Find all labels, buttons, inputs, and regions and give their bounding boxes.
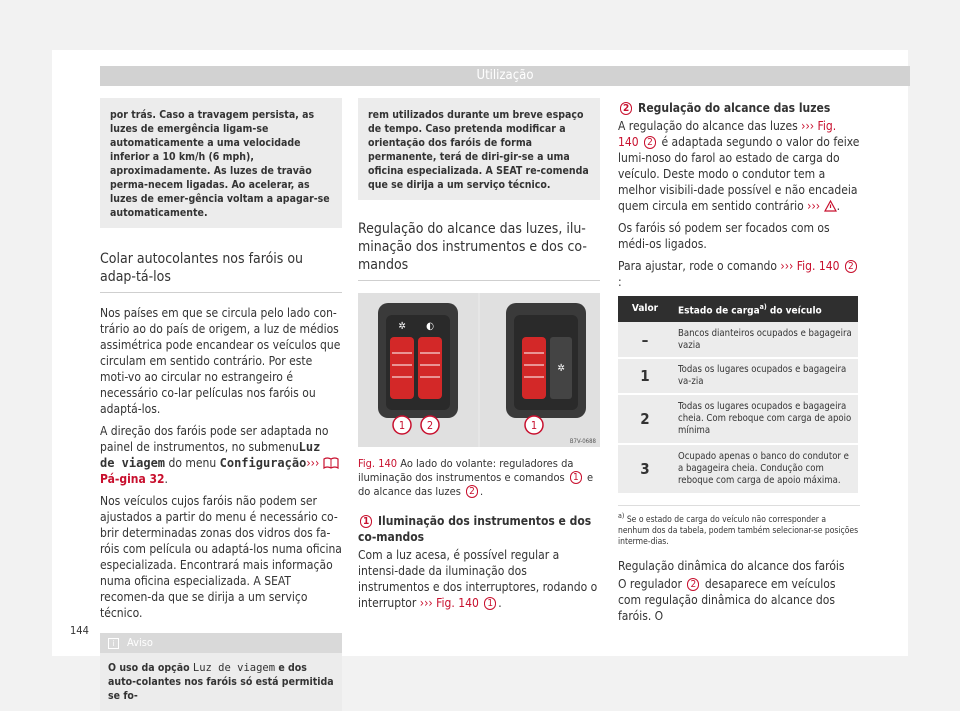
column-3 xyxy=(618,100,860,630)
table-row: 1 Todas os lugares ocupados e bagageira va-zia xyxy=(618,358,858,394)
aviso-header: i Aviso xyxy=(100,633,342,653)
load-table xyxy=(618,296,858,495)
subheading-alcance: 2 Regulação do alcance das luzes xyxy=(618,100,860,116)
callout-1: 1 xyxy=(398,419,406,432)
paragraph: O regulador 2 desaparece em veículos com regulação dinâmica do alcance dos faróis. O xyxy=(618,577,836,624)
paragraph: Os faróis só podem ser focados com os médi-os ligados. xyxy=(618,221,830,251)
menu-code-config: Configuração xyxy=(219,456,307,470)
figure-caption: Fig. 140 Ao lado do volante: reguladores da iluminação dos instrumentos e comandos 1 e do alcance das luzes 2 . xyxy=(358,457,594,498)
aviso-box xyxy=(100,633,342,711)
headlight-icon: ◐ xyxy=(426,321,434,332)
paragraph: Nos veículos cujos faróis não podem ser ajustados a partir do menu é necessário co-brir determinadas zonas dos vidros dos fa-róis com película ou adaptá-los numa oficina especializada. Encontrará mais informação numa oficina especializada. A SEAT recomen-da que se dirija a um serviço técnico. xyxy=(100,494,342,620)
fig-link[interactable]: ››› Fig. 140 xyxy=(618,119,837,149)
footnote: $^{a)}$ Se o estado de carga do veículo não corresponder a nenhum dos da tabela, podem também selecionar-se posições interme-dias. xyxy=(618,505,860,548)
warning-icon xyxy=(824,200,837,212)
paragraph-menu: A direção dos faróis pode ser adaptada no painel de instrumentos, no submenuLuz de viagem do menu Configuração››› Pá-gina 32. xyxy=(100,423,342,487)
page-link[interactable]: Pá-gina 32 xyxy=(100,472,165,486)
heading-regulacao: Regulação do alcance das luzes, ilu-minação dos instrumentos e dos co-mandos xyxy=(358,220,600,281)
manual-page xyxy=(52,50,908,702)
table-header: Valor xyxy=(618,296,672,322)
section-header: Utilização xyxy=(100,66,910,86)
table-row: – Bancos dianteiros ocupados e bagageira vazia xyxy=(618,322,858,358)
subheading-iluminacao: 1 Iluminação dos instrumentos e dos co-mandos xyxy=(358,514,592,544)
table-header-row xyxy=(618,296,858,322)
paragraph: Para ajustar, rode o comando ››› Fig. 140 2: xyxy=(618,258,860,290)
svg-text:✲: ✲ xyxy=(557,363,565,374)
column-1 xyxy=(100,98,342,711)
continued-note: por trás. Caso a travagem persista, as luzes de emergência ligam-se automaticamente a uma velocidade inferior a 10 km/h (6 mph), aproximadamente. As luzes de travão perma-necem ligadas. Ao acelerar, as luzes de emer-gência voltam a apagar-se automaticamente. xyxy=(100,98,342,228)
table-row: 3 Ocupado apenas o banco do condutor e a bagageira cheia. Condução com reboque com carga de apoio máxima. xyxy=(618,444,858,494)
fig-link[interactable]: ››› Fig. 140 xyxy=(419,596,479,610)
figure-illustration xyxy=(358,293,600,447)
figure-140 xyxy=(358,293,600,447)
heading-autocolantes: Colar autocolantes nos faróis ou adap-tá-los xyxy=(100,250,342,293)
table-header: Estado de carga$^{a)}$ do veículo xyxy=(672,296,858,322)
paragraph: Nos países em que se circula pelo lado con-trário ao do país de origem, a luz de médios assimétrica pode encandear os veículos que circulam em sentido contrário. Por este moti-vo ao circular no estrangeiro é necessário co-lar películas nos faróis ou adaptá-los. xyxy=(100,306,341,416)
aviso-text: O uso da opção Luz de viagem e dos auto-colantes nos faróis só está permitida se fo- xyxy=(108,662,334,702)
info-icon: i xyxy=(108,638,119,649)
book-icon xyxy=(323,457,339,469)
menu-code-luz: Luz de viagem xyxy=(100,440,321,470)
figure-code: B7V-0688 xyxy=(569,438,596,445)
paragraph: A regulação do alcance das luzes ››› Fig. 140 2 é adaptada segundo o valor do feixe lumi-noso do farol ao estado de carga do veículo. Deste modo o condutor tem a melhor visibili-dade possível e não encadeia quem circula em sentido contrário ››› . xyxy=(618,119,860,213)
subheading-dinamica: Regulação dinâmica do alcance dos faróis xyxy=(618,559,845,574)
paragraph: Com a luz acesa, é possível regular a intensi-dade da iluminação dos instrumentos e dos interruptores, rodando o interruptor ››› Fig. 140 1 . xyxy=(358,548,598,610)
page-number: 144 xyxy=(70,624,89,637)
callout-2: 2 xyxy=(426,419,434,432)
continued-note: rem utilizados durante um breve espaço de tempo. Caso pretenda modificar a orientação dos faróis de forma permanente, terá de diri-gir-se a uma oficina especializada. A SEAT re-comenda que se dirija a um serviço técnico. xyxy=(358,98,600,200)
table-row: 2 Todas os lugares ocupados e bagageira cheia. Com reboque com carga de apoio mínima xyxy=(618,394,858,444)
dashboard-light-icon: ✲ xyxy=(398,321,406,332)
callout-1b: 1 xyxy=(530,419,538,432)
fig-link[interactable]: ››› Fig. 140 xyxy=(780,259,840,273)
column-2 xyxy=(358,98,600,617)
